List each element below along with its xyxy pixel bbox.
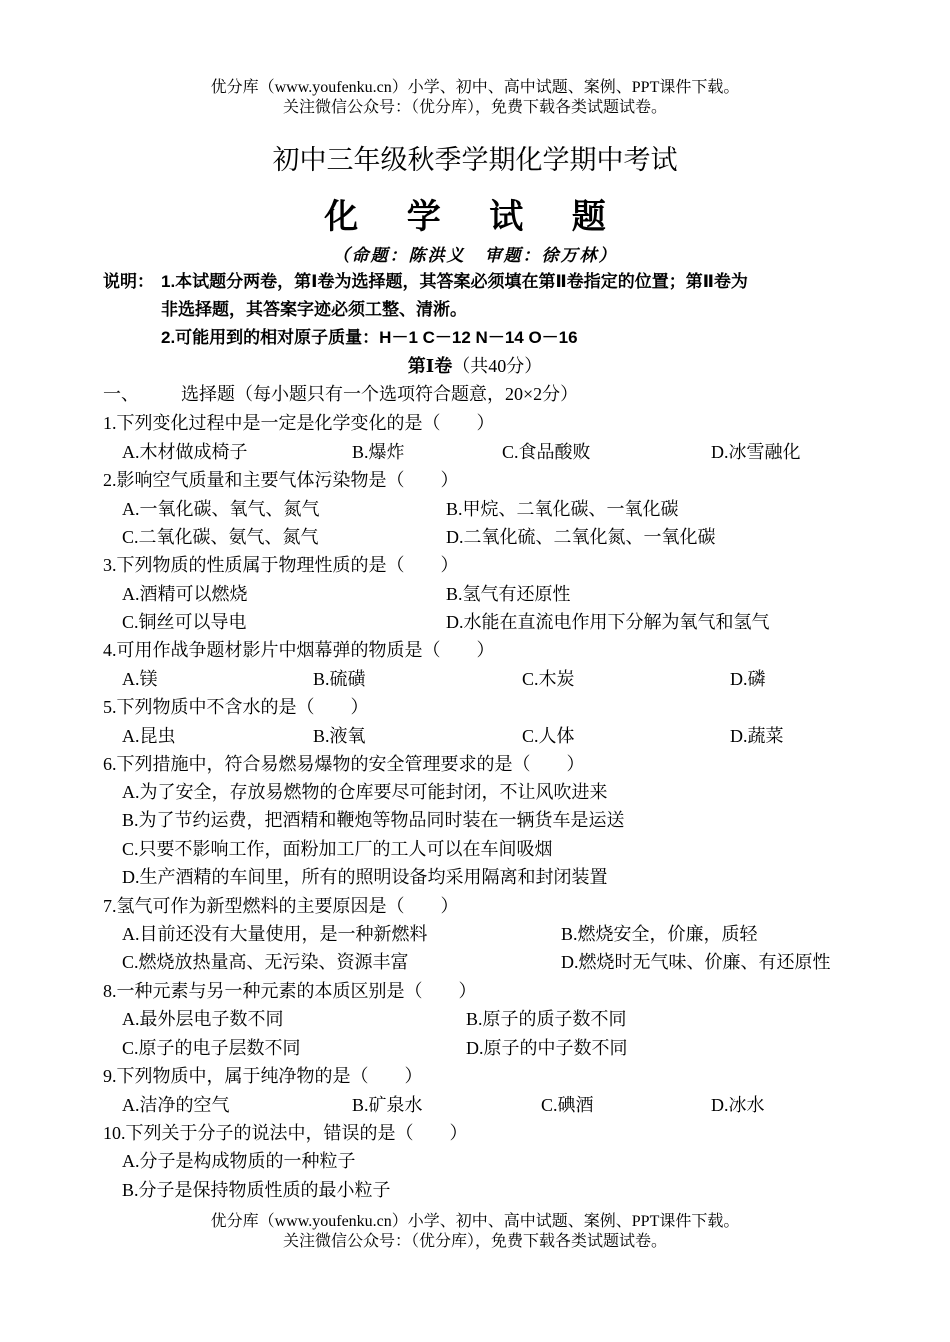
footer-line-1: 优分库（www.youfenku.cn）小学、初中、高中试题、案例、PPT课件下载。 (210, 1213, 740, 1230)
q3-option-d: D.水能在直流电作用下分解为氧气和氢气 (446, 612, 770, 632)
q4-option-a: A.镁 (122, 669, 158, 689)
q1-option-c: C.食品酸败 (502, 442, 591, 462)
q6-option-a: A.为了安全，存放易燃物的仓库要尽可能封闭，不让风吹进来 (122, 782, 608, 802)
q3-option-a: A.酒精可以燃烧 (122, 584, 248, 604)
q7-option-d: D.燃烧时无气味、价廉、有还原性 (561, 952, 831, 972)
instruction-1a: 1.本试题分两卷，第Ⅰ卷为选择题，其答案必须填在第Ⅱ卷指定的位置；第Ⅱ卷为 (161, 272, 748, 291)
q8-option-d: D.原子的中子数不同 (466, 1038, 628, 1058)
section-1-title (0, 354, 950, 378)
q2-option-a: A.一氧化碳、氧气、氮气 (122, 499, 320, 519)
header-line-1: 优分库（www.youfenku.cn）小学、初中、高中试题、案例、PPT课件下载。 (210, 79, 740, 96)
q2-option-c: C.二氧化碳、氨气、氮气 (122, 527, 319, 547)
authors-line: （命题：陈洪义 审题：徐万林） (332, 246, 618, 265)
question-4: 4.可用作战争题材影片中烟幕弹的物质是（ ） (103, 640, 495, 660)
question-5: 5.下列物质中不含水的是（ ） (103, 697, 369, 717)
q8-option-b: B.原子的质子数不同 (466, 1009, 627, 1029)
q5-option-a: A.昆虫 (122, 726, 176, 746)
question-8: 8.一种元素与另一种元素的本质区别是（ ） (103, 981, 477, 1001)
q1-option-b: B.爆炸 (352, 442, 405, 462)
q4-option-b: B.硫磺 (313, 669, 366, 689)
part-number: 一、 (103, 384, 139, 404)
q9-option-a: A.洁净的空气 (122, 1095, 230, 1115)
q1-option-a: A.木材做成椅子 (122, 442, 248, 462)
section-1-title-rest: （共40分） (452, 356, 543, 376)
q3-option-b: B.氢气有还原性 (446, 584, 571, 604)
q5-option-b: B.液氧 (313, 726, 366, 746)
q9-option-c: C.碘酒 (541, 1095, 594, 1115)
q6-option-d: D.生产酒精的车间里，所有的照明设备均采用隔离和封闭装置 (122, 867, 608, 887)
q9-option-b: B.矿泉水 (352, 1095, 423, 1115)
q1-option-d: D.冰雪融化 (711, 442, 801, 462)
instructions-label: 说明： (103, 272, 154, 291)
question-1: 1.下列变化过程中是一定是化学变化的是（ ） (103, 413, 495, 433)
q4-option-c: C.木炭 (522, 669, 575, 689)
q2-option-d: D.二氧化硫、二氧化氮、一氧化碳 (446, 527, 716, 547)
question-7: 7.氢气可作为新型燃料的主要原因是（ ） (103, 896, 459, 916)
q8-option-c: C.原子的电子层数不同 (122, 1038, 301, 1058)
q2-option-b: B.甲烷、二氧化碳、一氧化碳 (446, 499, 679, 519)
exam-title: 初中三年级秋季学期化学期中考试 (272, 145, 678, 175)
question-10: 10.下列关于分子的说法中，错误的是（ ） (103, 1123, 468, 1143)
q7-option-c: C.燃烧放热量高、无污染、资源丰富 (122, 952, 409, 972)
q9-option-d: D.冰水 (711, 1095, 765, 1115)
part-title: 选择题（每小题只有一个选项符合题意，20×2分） (181, 384, 579, 404)
q5-option-d: D.蔬菜 (730, 726, 784, 746)
instruction-2: 2.可能用到的相对原子质量：H－1 C－12 N－14 O－16 (161, 328, 578, 347)
q7-option-b: B.燃烧安全，价廉，质轻 (561, 924, 758, 944)
section-1-title-bold: 第Ⅰ卷 (407, 356, 453, 376)
question-2: 2.影响空气质量和主要气体污染物是（ ） (103, 470, 459, 490)
q8-option-a: A.最外层电子数不同 (122, 1009, 284, 1029)
header-line-2: 关注微信公众号：（优分库），免费下载各类试题试卷。 (282, 99, 667, 116)
question-3: 3.下列物质的性质属于物理性质的是（ ） (103, 555, 459, 575)
instruction-1b: 非选择题，其答案字迹必须工整、清淅。 (161, 300, 467, 319)
q6-option-b: B.为了节约运费，把酒精和鞭炮等物品同时装在一辆货车是运送 (122, 810, 625, 830)
footer-line-2: 关注微信公众号：（优分库），免费下载各类试题试卷。 (282, 1233, 667, 1250)
paper-title: 化 学 试 题 (324, 199, 626, 236)
q10-option-a: A.分子是构成物质的一种粒子 (122, 1151, 356, 1171)
q6-option-c: C.只要不影响工作，面粉加工厂的工人可以在车间吸烟 (122, 839, 553, 859)
question-6: 6.下列措施中，符合易燃易爆物的安全管理要求的是（ ） (103, 754, 585, 774)
q10-option-b: B.分子是保持物质性质的最小粒子 (122, 1180, 391, 1200)
q7-option-a: A.目前还没有大量使用，是一种新燃料 (122, 924, 428, 944)
q3-option-c: C.铜丝可以导电 (122, 612, 247, 632)
question-9: 9.下列物质中，属于纯净物的是（ ） (103, 1066, 423, 1086)
q5-option-c: C.人体 (522, 726, 575, 746)
q4-option-d: D.磷 (730, 669, 766, 689)
